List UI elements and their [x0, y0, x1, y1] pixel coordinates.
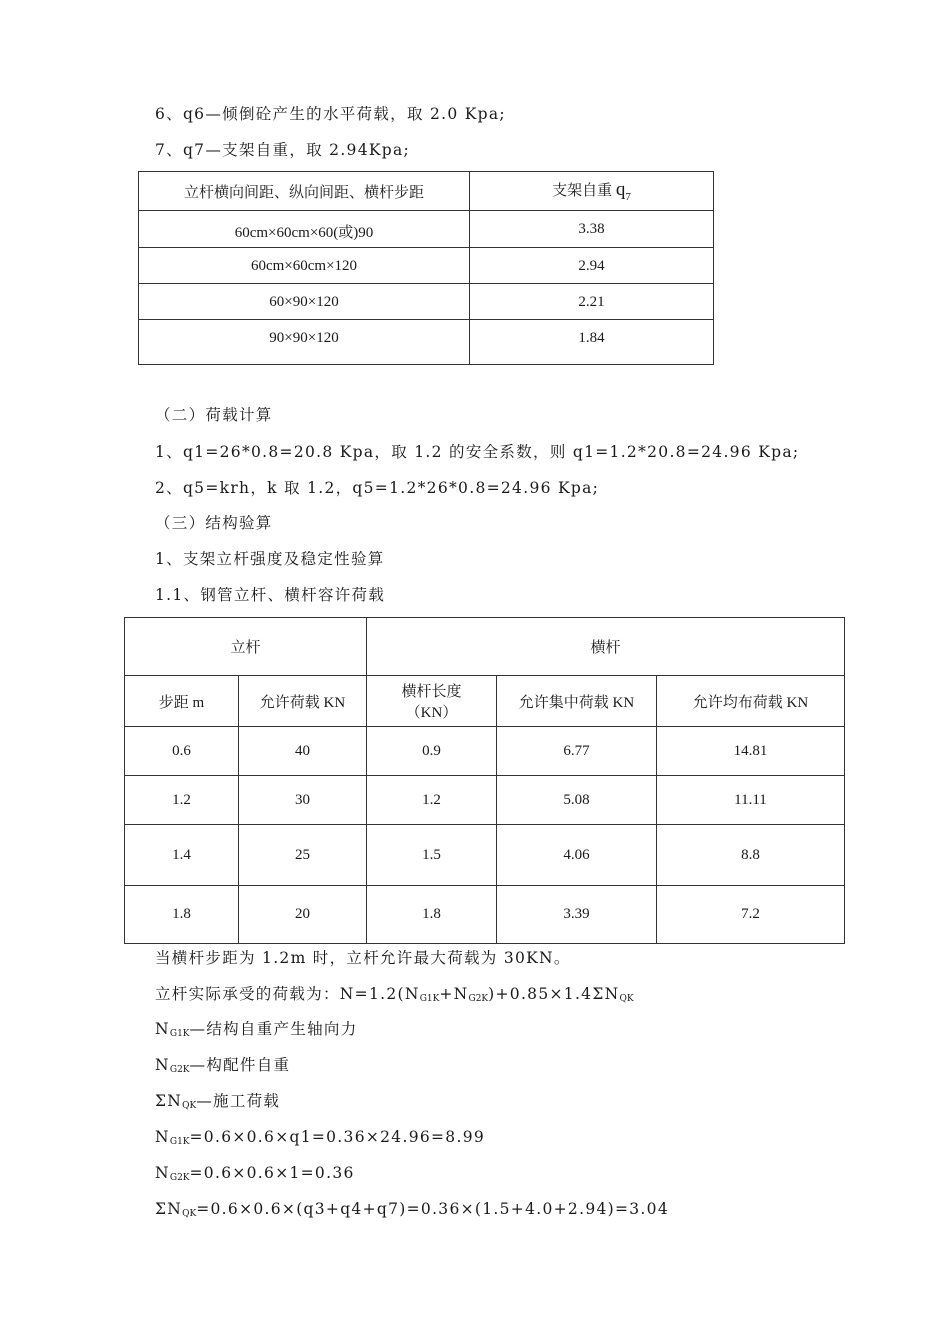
section-heading-structure-check: （三）结构验算 [155, 514, 273, 532]
calc-ng1k [155, 1127, 485, 1152]
q7-letter: q [615, 179, 626, 201]
formula-actual-load [155, 984, 634, 1009]
table2-col-concentrated: 允许集中荷载 KN [497, 676, 657, 727]
subscript: QK [182, 1101, 197, 1111]
subscript: G2K [169, 1173, 190, 1183]
subscript: G2K [169, 1065, 190, 1075]
table2-col-distributed: 允许均布荷载 KN [657, 676, 845, 727]
paragraph-check-title: 1、支架立杆强度及稳定性验算 [155, 550, 385, 568]
table1-header-weight [470, 172, 714, 211]
table-cell: 8.8 [657, 825, 845, 886]
subscript: QK [182, 1209, 197, 1219]
table-cell: 2.94 [470, 248, 714, 284]
symbol: ΣN [155, 1200, 183, 1218]
paragraph-max-load: 当横杆步距为 1.2m 时，立杆允许最大荷载为 30KN。 [155, 949, 571, 967]
subscript: G2K [468, 994, 489, 1004]
table1-header-spacing: 立杆横向间距、纵向间距、横杆步距 [139, 172, 470, 211]
calc-nqk [155, 1199, 669, 1224]
table-cell: 2.21 [470, 284, 714, 320]
table-cell: 11.11 [657, 776, 845, 825]
definition-text: —构配件自重 [189, 1056, 291, 1074]
subscript: G1K [169, 1029, 190, 1039]
paragraph-q5: 2、q5=krh，k 取 1.2，q5=1.2*26*0.8=24.96 Kpa; [155, 479, 600, 497]
table-cell: 0.6 [125, 727, 239, 776]
paragraph-q6: 6、q6—倾倒砼产生的水平荷载，取 2.0 Kpa; [155, 105, 506, 123]
calc-text: =0.6×0.6×1=0.36 [189, 1164, 355, 1182]
table-cell: 30 [239, 776, 367, 825]
symbol: ΣN [155, 1092, 183, 1110]
table-cell: 60cm×60cm×60(或)90 [139, 211, 470, 248]
subscript: QK [619, 994, 634, 1004]
table-cell: 1.5 [367, 825, 497, 886]
table-cell: 6.77 [497, 727, 657, 776]
table-cell: 60cm×60cm×120 [139, 248, 470, 284]
table-cell: 1.4 [125, 825, 239, 886]
symbol: N [155, 1128, 170, 1146]
paragraph-q1: 1、q1=26*0.8=20.8 Kpa，取 1.2 的安全系数，则 q1=1.2*20.8=24.96 Kpa; [155, 443, 800, 461]
definition-ng1k [155, 1019, 358, 1044]
section-heading-load-calc: （二）荷载计算 [155, 406, 273, 424]
table2-col-bar-length-unit: （KN） [405, 705, 458, 721]
definition-text: —施工荷载 [196, 1092, 281, 1110]
paragraph-allowable-load: 1.1、钢管立杆、横杆容许荷载 [155, 586, 386, 604]
table-cell: 1.8 [367, 886, 497, 944]
table-cell: 0.9 [367, 727, 497, 776]
definition-text: —结构自重产生轴向力 [189, 1020, 358, 1038]
table-cell: 7.2 [657, 886, 845, 944]
table-cell: 25 [239, 825, 367, 886]
formula-part: 立杆实际承受的荷载为：N=1.2(N [155, 985, 420, 1003]
formula-part: )+0.85×1.4ΣN [488, 985, 620, 1003]
table-cell: 3.39 [497, 886, 657, 944]
table-cell: 14.81 [657, 727, 845, 776]
calc-text: =0.6×0.6×q1=0.36×24.96=8.99 [189, 1128, 486, 1146]
table2-col-bar-length-label: 横杆长度 [401, 684, 462, 700]
formula-part: +N [439, 985, 469, 1003]
table1-header-weight-label: 支架自重 [552, 183, 616, 200]
symbol: N [155, 1056, 170, 1074]
support-weight-table [138, 171, 714, 365]
table-cell: 5.08 [497, 776, 657, 825]
table-cell: 1.84 [470, 320, 714, 365]
table-cell: 60×90×120 [139, 284, 470, 320]
table2-group-upright: 立杆 [125, 618, 367, 676]
calc-ng2k [155, 1163, 355, 1188]
table-cell: 90×90×120 [139, 320, 470, 365]
table2-col-step: 步距 m [125, 676, 239, 727]
table-cell: 4.06 [497, 825, 657, 886]
table-cell: 40 [239, 727, 367, 776]
q7-symbol [615, 179, 631, 203]
table-cell: 1.8 [125, 886, 239, 944]
calc-text: =0.6×0.6×(q3+q4+q7)=0.36×(1.5+4.0+2.94)=3.04 [196, 1200, 669, 1218]
table-cell: 3.38 [470, 211, 714, 248]
table2-group-crossbar: 横杆 [367, 618, 845, 676]
definition-nqk [155, 1091, 280, 1116]
table2-col-bar-length [367, 676, 497, 727]
q7-subscript: 7 [625, 190, 631, 203]
table2-col-allow-load: 允许荷载 KN [239, 676, 367, 727]
subscript: G1K [169, 1137, 190, 1147]
paragraph-q7: 7、q7—支架自重，取 2.94Kpa; [155, 141, 411, 159]
allowable-load-table [124, 617, 845, 944]
definition-ng2k [155, 1055, 290, 1080]
table-cell: 20 [239, 886, 367, 944]
subscript: G1K [419, 994, 440, 1004]
table-cell: 1.2 [367, 776, 497, 825]
symbol: N [155, 1020, 170, 1038]
symbol: N [155, 1164, 170, 1182]
table-cell: 1.2 [125, 776, 239, 825]
